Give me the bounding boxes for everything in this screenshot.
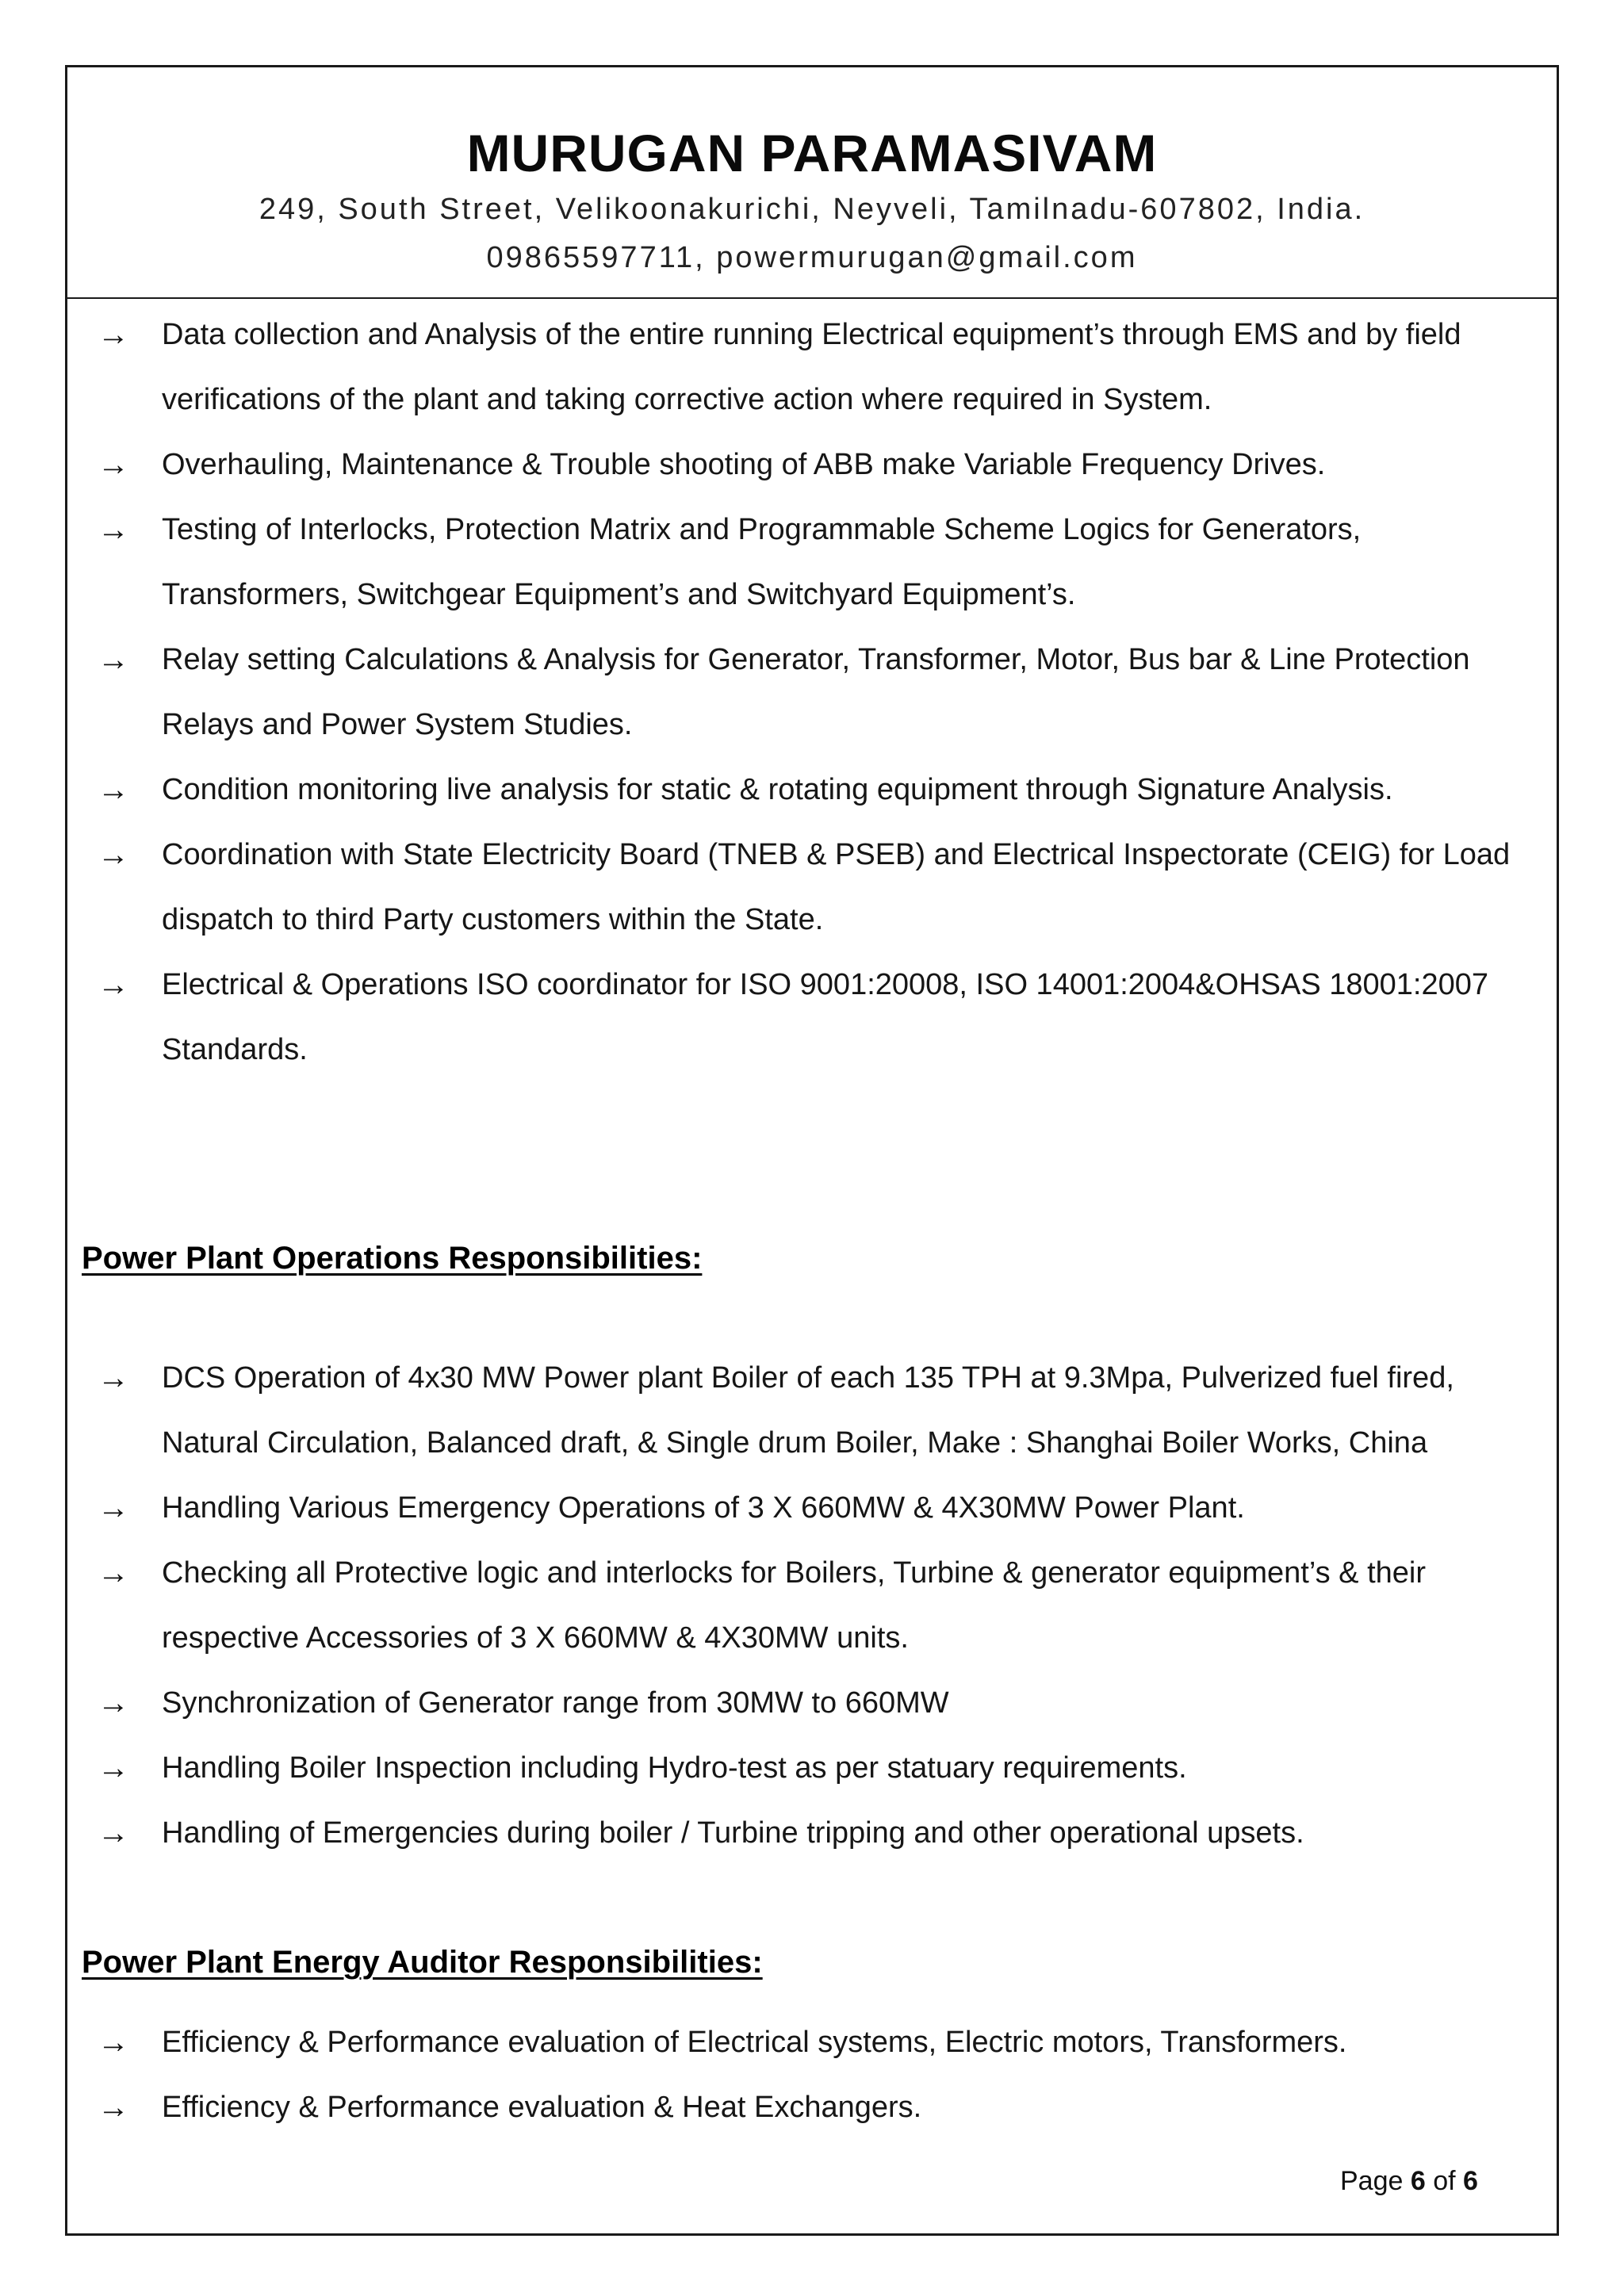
arrow-bullet-icon: → — [98, 1751, 129, 1785]
arrow-bullet-icon: → — [98, 1490, 129, 1525]
arrow-bullet-icon: → — [98, 2025, 129, 2060]
list-item: → Efficiency & Performance evaluation of Electrical systems, Electric motors, Transformers. — [67, 2010, 1557, 2075]
energy-audit-list — [67, 2010, 1557, 2140]
list-item: → Handling of Emergencies during boiler / Turbine tripping and other operational upsets. — [67, 1800, 1557, 1866]
operations-list — [67, 1345, 1557, 1866]
arrow-bullet-icon: → — [98, 512, 129, 547]
electrical-list — [67, 302, 1557, 1082]
current-page-number: 6 — [1410, 2166, 1426, 2196]
operations-section-title: Power Plant Operations Responsibilities: — [82, 1241, 703, 1276]
arrow-bullet-icon: → — [98, 1816, 129, 1850]
arrow-bullet-icon: → — [98, 317, 129, 352]
list-item: → Testing of Interlocks, Protection Matrix and Programmable Scheme Logics for Generators, Transformers, Switchgear Equipment’s and Switchyard Equipment’s. — [67, 497, 1557, 627]
of-label: of — [1433, 2166, 1456, 2196]
list-item: → Overhauling, Maintenance & Trouble shooting of ABB make Variable Frequency Drives. — [67, 432, 1557, 497]
arrow-bullet-icon: → — [98, 1360, 129, 1395]
list-item: → Data collection and Analysis of the entire running Electrical equipment’s through EMS and by field verifications of the plant and taking corrective action where required in System. — [67, 302, 1557, 432]
list-item: → Condition monitoring live analysis for static & rotating equipment through Signature Analysis. — [67, 757, 1557, 822]
arrow-bullet-icon: → — [98, 967, 129, 1002]
energy-audit-responsibilities — [67, 2010, 1557, 2140]
phone-email-line: 09865597711, powermurugan@gmail.com — [486, 241, 1138, 274]
arrow-bullet-icon: → — [98, 772, 129, 807]
list-item: → Efficiency & Performance evaluation & Heat Exchangers. — [67, 2075, 1557, 2140]
resume-header — [67, 67, 1557, 299]
arrow-bullet-icon: → — [98, 837, 129, 872]
page-frame — [65, 65, 1559, 2236]
total-pages-number: 6 — [1463, 2166, 1478, 2196]
arrow-bullet-icon: → — [98, 1556, 129, 1590]
list-item: → Relay setting Calculations & Analysis for Generator, Transformer, Motor, Bus bar & Line Protection Relays and Power System Studies. — [67, 627, 1557, 757]
arrow-bullet-icon: → — [98, 1686, 129, 1720]
operations-responsibilities — [67, 1345, 1557, 1866]
address-line: 249, South Street, Velikoonakurichi, Neyveli, Tamilnadu-607802, India. — [259, 193, 1365, 226]
page-label: Page — [1340, 2166, 1404, 2196]
list-item: → Checking all Protective logic and interlocks for Boilers, Turbine & generator equipment’s & their respective Accessories of 3 X 660MW & 4X30MW units. — [67, 1540, 1557, 1670]
arrow-bullet-icon: → — [98, 642, 129, 677]
list-item: → Handling Boiler Inspection including Hydro-test as per statuary requirements. — [67, 1735, 1557, 1800]
list-item: → Synchronization of Generator range from 30MW to 660MW — [67, 1670, 1557, 1735]
arrow-bullet-icon: → — [98, 2090, 129, 2125]
list-item: → Coordination with State Electricity Board (TNEB & PSEB) and Electrical Inspectorate (CEIG) for Load dispatch to third Party customers within the State. — [67, 822, 1557, 952]
candidate-name: MURUGAN PARAMASIVAM — [466, 124, 1158, 182]
arrow-bullet-icon: → — [98, 447, 129, 482]
electrical-responsibilities — [67, 302, 1557, 1082]
list-item: → Electrical & Operations ISO coordinator for ISO 9001:20008, ISO 14001:2004&OHSAS 18001:2007 Standards. — [67, 952, 1557, 1082]
page-footer — [1340, 2166, 1478, 2197]
list-item: → DCS Operation of 4x30 MW Power plant Boiler of each 135 TPH at 9.3Mpa, Pulverized fuel fired, Natural Circulation, Balanced draft, & Single drum Boiler, Make : Shanghai Boiler Works, China — [67, 1345, 1557, 1475]
list-item: → Handling Various Emergency Operations of 3 X 660MW & 4X30MW Power Plant. — [67, 1475, 1557, 1540]
energy-audit-section-title: Power Plant Energy Auditor Responsibilities: — [82, 1945, 763, 1980]
